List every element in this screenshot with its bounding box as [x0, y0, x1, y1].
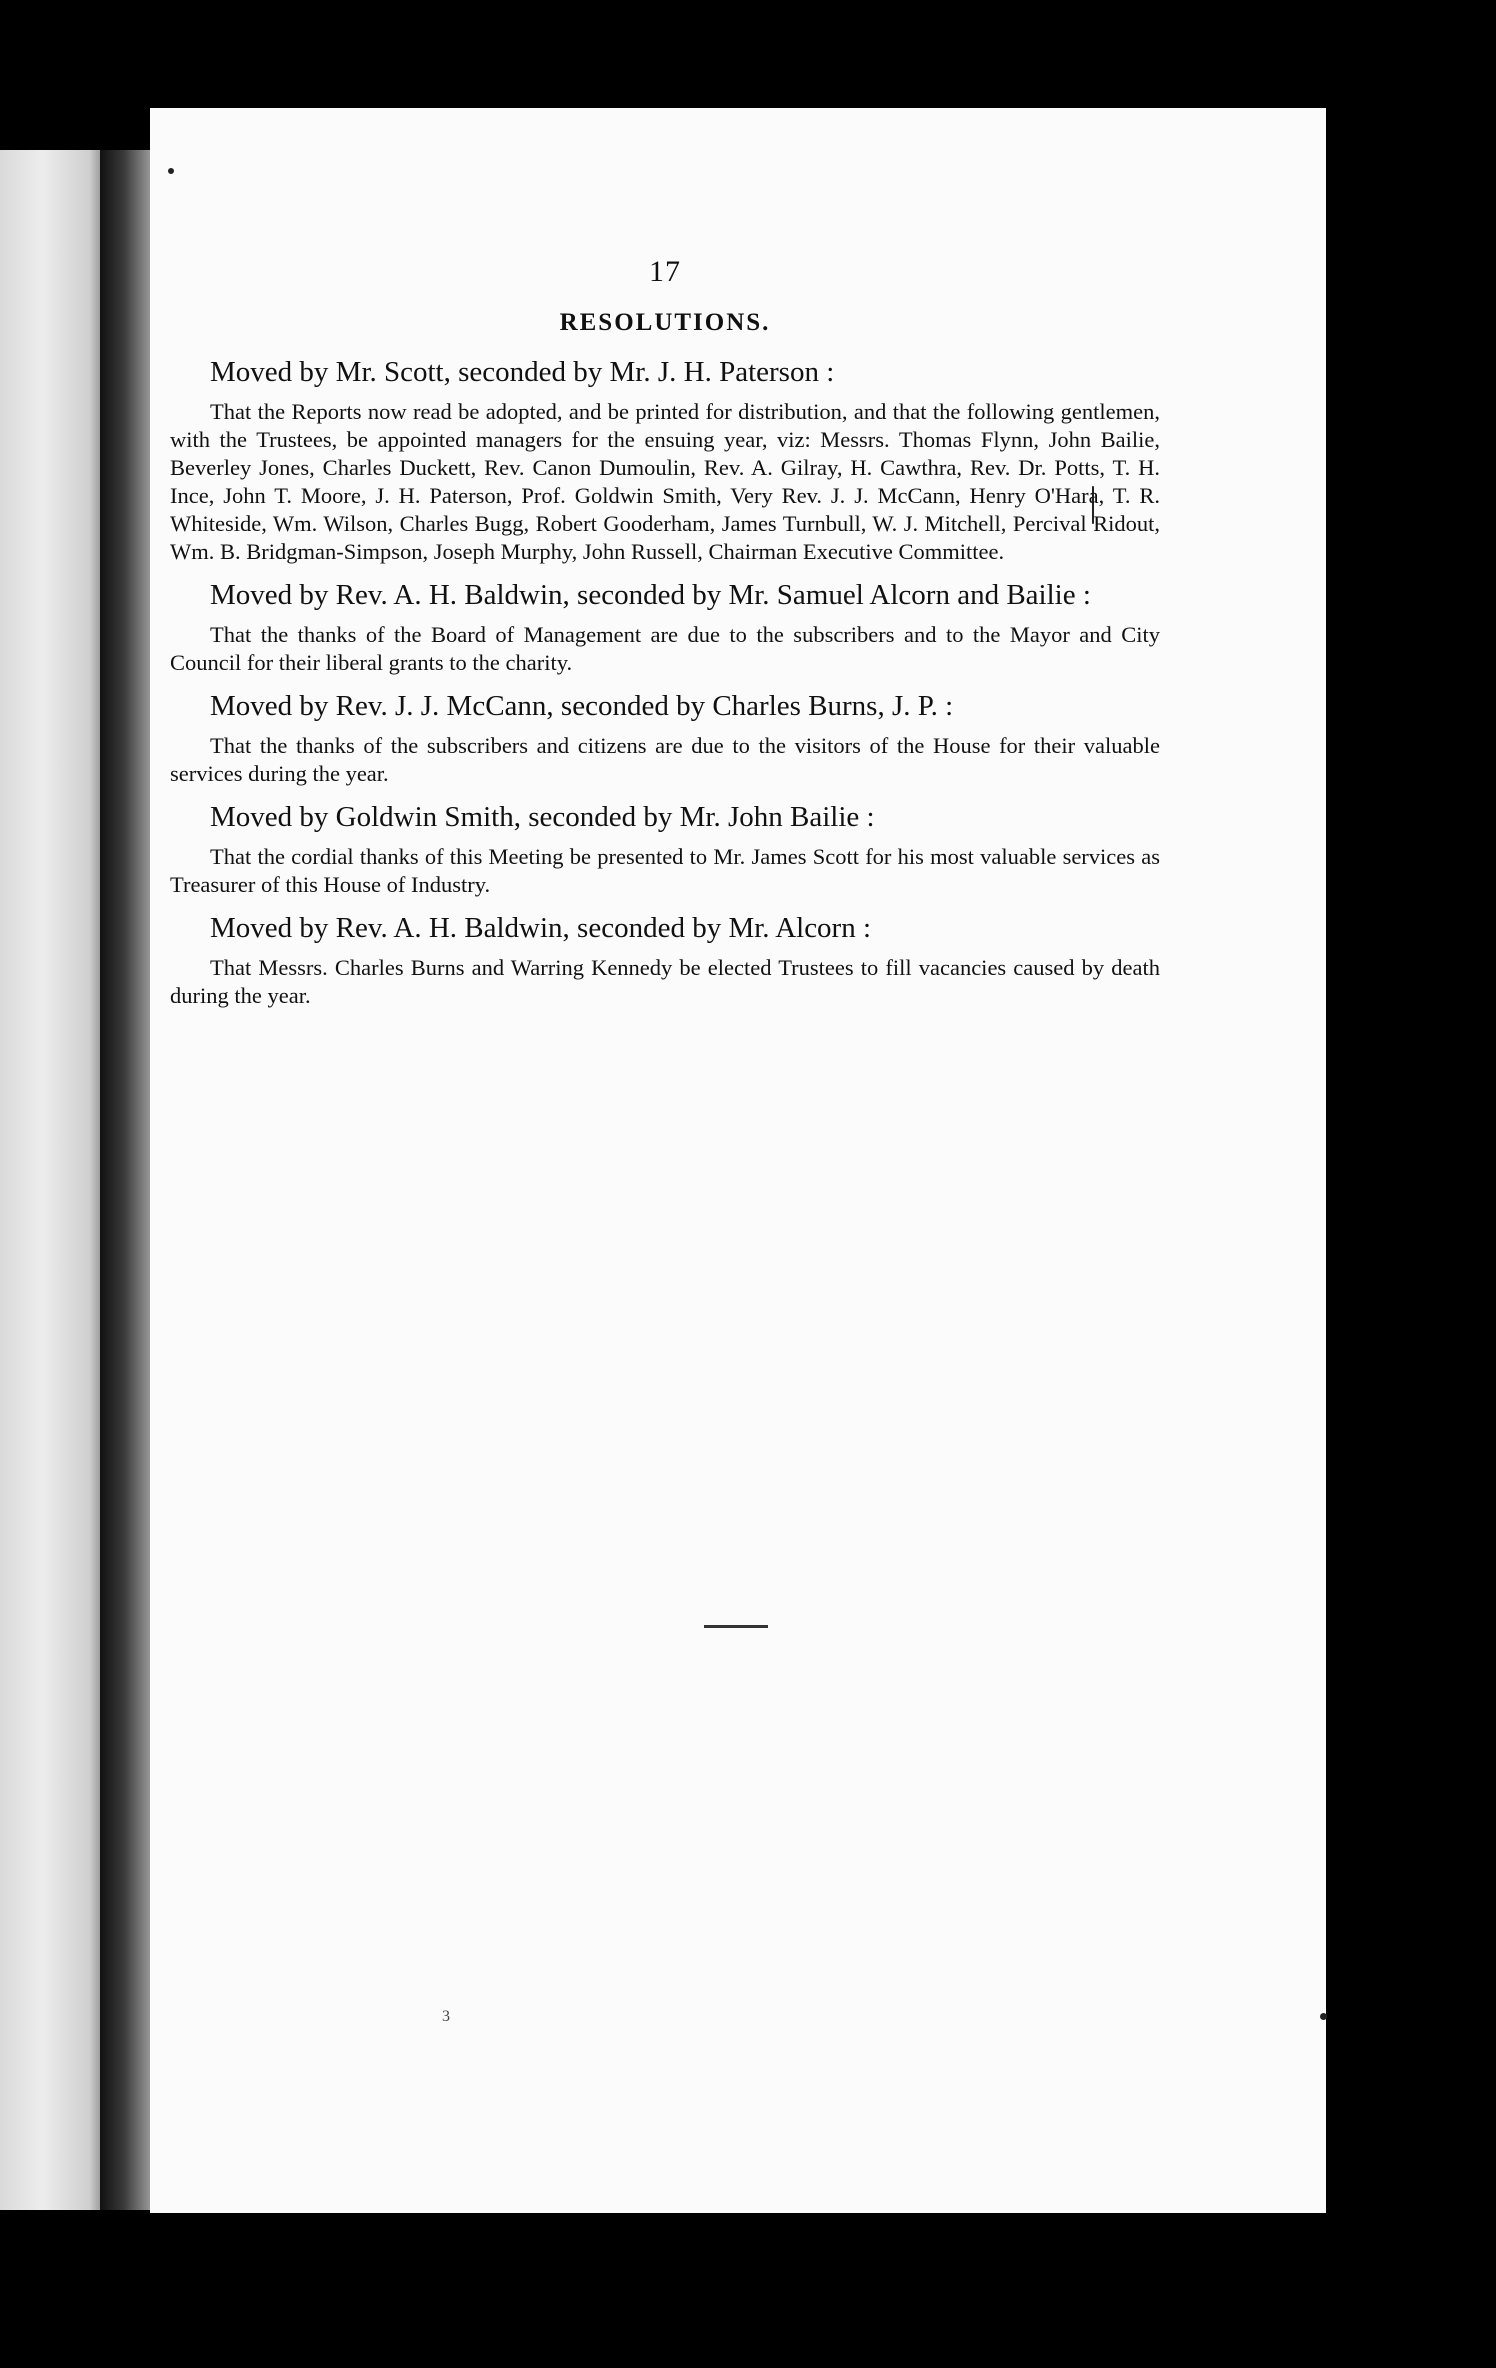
resolution-mover: Moved by Rev. A. H. Baldwin, seconded by Mr. Alcorn :	[210, 912, 872, 944]
dust-speck	[1320, 2013, 1327, 2020]
dust-speck	[168, 168, 174, 174]
resolution-1	[170, 355, 1160, 566]
resolution-5	[170, 911, 1160, 1010]
resolution-mover: Moved by Goldwin Smith, seconded by Mr. John Bailie :	[210, 801, 875, 833]
resolution-mover: Moved by Rev. A. H. Baldwin, seconded by Mr. Samuel Alcorn and Bailie :	[210, 579, 1091, 611]
resolution-2	[170, 578, 1160, 677]
resolution-mover: Moved by Rev. J. J. McCann, seconded by Charles Burns, J. P. :	[210, 690, 954, 722]
resolution-mover: Moved by Mr. Scott, seconded by Mr. J. H. Paterson :	[210, 356, 835, 388]
resolution-text: That Messrs. Charles Burns and Warring Kennedy be elected Trustees to fill vacancies caused by death during the year.	[170, 955, 1160, 1008]
resolution-text: That the Reports now read be adopted, and be printed for distribution, and that the following gentlemen, with the Trustees, be appointed managers for the ensuing year, viz: Messrs. Thomas Flynn, John Bailie, Beverley Jones, Charles Duckett, Rev. Canon Dumoulin, Rev. A. Gilray, H. Cawthra, Rev. Dr. Potts, T. H. Ince, John T. Moore, J. H. Paterson, Prof. Goldwin Smith, Very Rev. J. J. McCann, Henry O'Hara, T. R. Whiteside, Wm. Wilson, Charles Bugg, Robert Gooderham, James Turnbull, W. J. Mitchell, Percival Ridout, Wm. B. Bridgman-Simpson, Joseph Murphy, John Russell, Chairman Executive Committee.	[170, 399, 1160, 564]
page-number: 17	[649, 255, 681, 288]
page-content	[170, 255, 1160, 1022]
resolution-text: That the thanks of the Board of Management are due to the subscribers and to the Mayor and City Council for their liberal grants to the charity.	[170, 622, 1160, 675]
end-rule	[704, 1625, 768, 1628]
resolution-3	[170, 689, 1160, 788]
section-heading: RESOLUTIONS.	[559, 309, 771, 336]
resolution-4	[170, 800, 1160, 899]
folio-mark: 3	[442, 2008, 450, 2025]
resolution-text: That the cordial thanks of this Meeting be presented to Mr. James Scott for his most valuable services as Treasurer of this House of Industry.	[170, 844, 1160, 897]
facing-page-edge	[0, 150, 105, 2210]
resolution-text: That the thanks of the subscribers and citizens are due to the visitors of the House for their valuable services during the year.	[170, 733, 1160, 786]
